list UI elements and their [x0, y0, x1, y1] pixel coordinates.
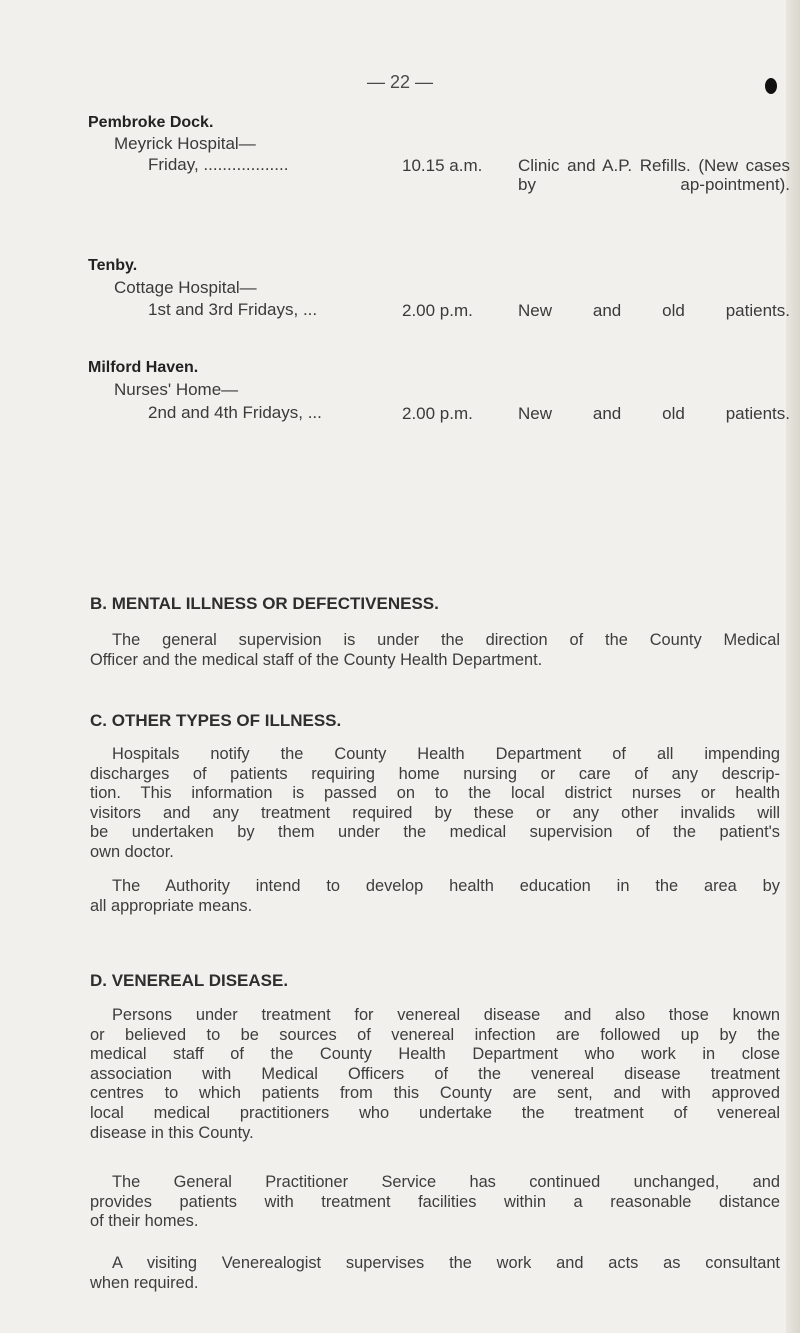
text-line: disease in this County. [90, 1123, 254, 1142]
desc-tenby: New and old patients. [518, 301, 790, 320]
text-line: own doctor. [90, 842, 174, 861]
paragraph-other-1 [90, 745, 780, 863]
facility-meyrick-hospital: Meyrick Hospital— [114, 134, 256, 153]
text-line: all appropriate means. [90, 896, 253, 915]
text-line: tion. This information is passed on to the local district nurses or health [90, 784, 780, 803]
text-line: be undertaken by them under the medical supervision of the patient's [90, 823, 780, 842]
text-line: of their homes. [90, 1212, 199, 1231]
paragraph-venereal-1 [90, 1006, 780, 1143]
text-line: provides patients with treatment facilities within a reasonable distance [90, 1192, 780, 1211]
heading-other-illness: C. OTHER TYPES OF ILLNESS. [90, 711, 342, 730]
days-tenby: 1st and 3rd Fridays, ... [148, 300, 318, 319]
text-line: local medical practitioners who undertake the treatment of venereal [90, 1103, 780, 1122]
text-line: centres to which patients from this County are sent, and with approved [90, 1084, 780, 1103]
days-pembroke: Friday, .................. [148, 155, 289, 174]
text-line: The Authority intend to develop health education in the area by [112, 877, 780, 895]
text-line: discharges of patients requiring home nursing or care of any descrip- [90, 764, 780, 783]
ink-blot [765, 78, 777, 94]
paragraph-other-2 [90, 877, 780, 916]
desc-milford: New and old patients. [518, 404, 790, 423]
place-pembroke-dock: Pembroke Dock. [88, 114, 214, 131]
facility-cottage-hospital: Cottage Hospital— [114, 278, 257, 297]
text-line: The general supervision is under the direction of the County Medical [112, 631, 780, 649]
page-number: — 22 — [366, 72, 434, 92]
paragraph-mental-1 [90, 631, 780, 670]
place-milford-haven: Milford Haven. [88, 359, 199, 376]
text-line: Hospitals notify the County Health Department of all impending [112, 745, 780, 763]
desc-pembroke: Clinic and A.P. Refills. (New cases by ap-pointment). [518, 156, 790, 194]
text-line: or believed to be sources of venereal infection are followed up by the [90, 1025, 780, 1044]
text-line: medical staff of the County Health Department who work in close [90, 1045, 780, 1064]
time-tenby: 2.00 p.m. [402, 301, 473, 320]
facility-nurses-home: Nurses' Home— [114, 380, 239, 399]
page-edge-shadow [786, 0, 800, 1333]
paragraph-venereal-2 [90, 1173, 780, 1232]
heading-venereal-disease: D. VENEREAL DISEASE. [90, 971, 289, 990]
text-line: Officer and the medical staff of the County Health Department. [90, 650, 543, 669]
text-line: when required. [90, 1273, 199, 1292]
text-line: The General Practitioner Service has continued unchanged, and [112, 1173, 780, 1191]
text-line: A visiting Venerealogist supervises the work and acts as consultant [112, 1254, 780, 1272]
text-line: Persons under treatment for venereal disease and also those known [112, 1006, 780, 1024]
place-tenby: Tenby. [88, 257, 138, 274]
text-line: visitors and any treatment required by these or any other invalids will [90, 803, 780, 822]
time-milford: 2.00 p.m. [402, 404, 473, 423]
time-pembroke: 10.15 a.m. [402, 156, 483, 175]
heading-mental-illness: B. MENTAL ILLNESS OR DEFECTIVENESS. [90, 594, 439, 613]
text-line: association with Medical Officers of the venereal disease treatment [90, 1064, 780, 1083]
days-milford: 2nd and 4th Fridays, ... [148, 403, 322, 422]
paragraph-venereal-3 [90, 1254, 780, 1293]
